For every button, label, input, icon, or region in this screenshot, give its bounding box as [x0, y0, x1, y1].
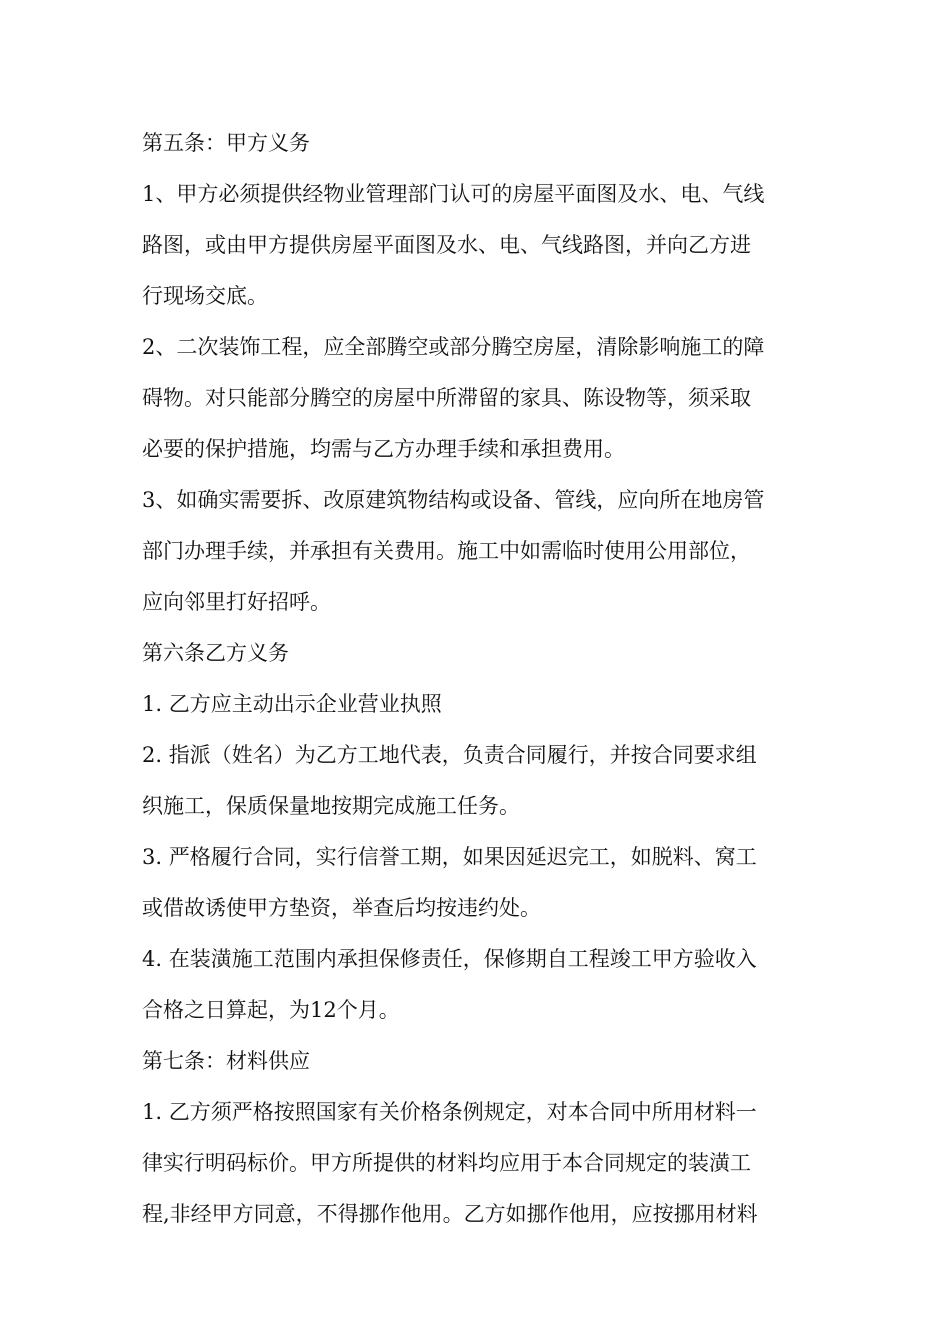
section-heading-article-5: 第五条：甲方义务	[142, 131, 310, 155]
section-heading-article-7: 第七条：材料供应	[142, 1049, 310, 1073]
paragraph-line: 行现场交底。	[142, 284, 268, 308]
paragraph-line: 2、二次装饰工程，应全部腾空或部分腾空房屋，清除影响施工的障	[142, 335, 765, 359]
paragraph-line: 3、如确实需要拆、改原建筑物结构或设备、管线，应向所在地房管	[142, 488, 765, 512]
paragraph-line: 碍物。对只能部分腾空的房屋中所滞留的家具、陈设物等，须采取	[142, 386, 751, 410]
paragraph-line: 2. 指派（姓名）为乙方工地代表，负责合同履行，并按合同要求组	[142, 743, 757, 767]
paragraph-line: 4. 在装潢施工范围内承担保修责任，保修期自工程竣工甲方验收入	[142, 947, 757, 971]
paragraph-line: 应向邻里打好招呼。	[142, 590, 331, 614]
paragraph-line: 1、甲方必须提供经物业管理部门认可的房屋平面图及水、电、气线	[142, 182, 765, 206]
section-heading-article-6: 第六条乙方义务	[142, 641, 289, 665]
paragraph-line: 或借故诱使甲方垫资，举查后均按违约处。	[142, 896, 541, 920]
paragraph-line: 律实行明码标价。甲方所提供的材料均应用于本合同规定的装潢工	[142, 1151, 751, 1175]
paragraph-line: 部门办理手续，并承担有关费用。施工中如需临时使用公用部位，	[142, 539, 751, 563]
paragraph-line: 1. 乙方应主动出示企业营业执照	[142, 692, 442, 716]
paragraph-line: 必要的保护措施，均需与乙方办理手续和承担费用。	[142, 437, 625, 461]
paragraph-line: 路图，或由甲方提供房屋平面图及水、电、气线路图，并向乙方进	[142, 233, 751, 257]
paragraph-line: 织施工，保质保量地按期完成施工任务。	[142, 794, 520, 818]
paragraph-line: 1. 乙方须严格按照国家有关价格条例规定，对本合同中所用材料一	[142, 1100, 757, 1124]
paragraph-line: 3. 严格履行合同，实行信誉工期，如果因延迟完工，如脱料、窝工	[142, 845, 757, 869]
paragraph-line: 程,非经甲方同意，不得挪作他用。乙方如挪作他用，应按挪用材料	[142, 1202, 758, 1226]
paragraph-line: 合格之日算起，为12个月。	[142, 998, 400, 1022]
document-body	[142, 118, 812, 1240]
